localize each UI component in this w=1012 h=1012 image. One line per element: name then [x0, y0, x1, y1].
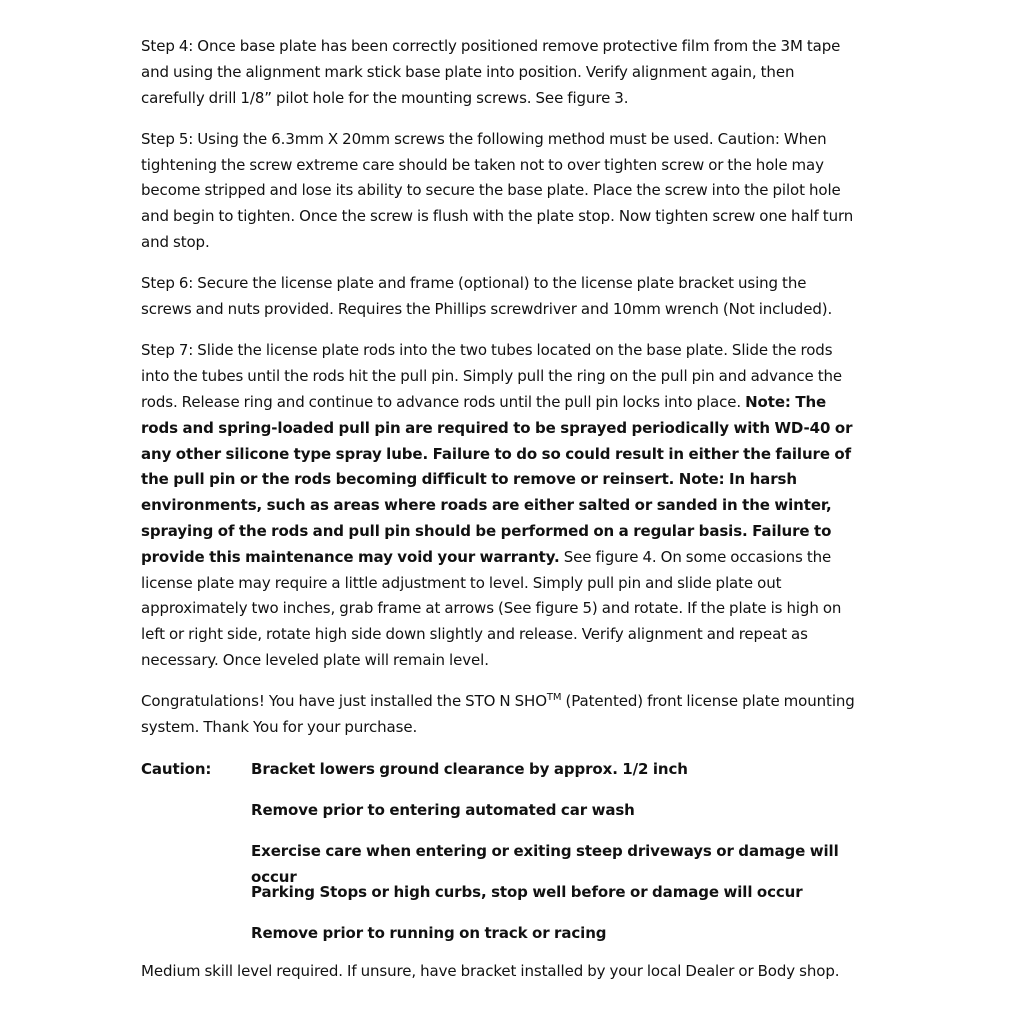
step-6-paragraph: Step 6: Secure the license plate and frame (optional) to the license plate bracket using the screws and nuts provided. Requires the Phillips screwdriver and 10mm wrench (Not included).: [141, 274, 833, 319]
trademark-superscript: TM: [546, 692, 562, 704]
step-7-leveling-text: See figure 4. On some occasions the license plate may require a little adjustment to level. Simply pull pin and slide plate out approximately two inches, grab frame at arrows (See figure 5) and rotate. If the plate is high on left or right side, rotate high side down slightly and release. Verify alignment and repeat as necessary. Once leveled plate will remain level.: [141, 547, 842, 670]
caution-row: [141, 921, 861, 962]
caution-item: Remove prior to entering automated car wash: [251, 800, 635, 819]
congratulations-paragraph: [141, 689, 861, 741]
skill-level-footer: Medium skill level required. If unsure, have bracket installed by your local Dealer or Body shop.: [141, 961, 840, 980]
caution-row: [141, 798, 861, 839]
step-7-paragraph: [141, 338, 861, 673]
caution-list: [141, 757, 861, 962]
congrats-text-after: (Patented) front license plate mounting system. Thank You for your purchase.: [141, 692, 855, 737]
caution-item: Parking Stops or high curbs, stop well before or damage will occur: [251, 882, 803, 901]
caution-row: [141, 880, 861, 921]
caution-row: [141, 757, 861, 798]
document-page: [141, 34, 861, 1000]
caution-label: Caution:: [141, 759, 212, 778]
step-7-maintenance-note: Note: The rods and spring-loaded pull pin are required to be sprayed periodically with WD-40 or any other silicone type spray lube. Failure to do so could result in either the failure of the pull pin or the rods becoming difficult to remove or reinsert. Note: In harsh environments, such as areas where roads are either salted or sanded in the winter, spraying of the rods and pull pin should be performed on a regular basis. Failure to provide this maintenance may void your warranty.: [141, 393, 853, 566]
step-5-paragraph: Step 5: Using the 6.3mm X 20mm screws the following method must be used. Caution: When tightening the screw extreme care should be taken not to over tighten screw or the hole may become stripped and lose its ability to secure the base plate. Place the screw into the pilot hole and begin to tighten. Once the screw is flush with the plate stop. Now tighten screw one half turn and stop.: [141, 129, 854, 252]
caution-item: Remove prior to running on track or racing: [251, 923, 607, 942]
step-7-intro: Step 7: Slide the license plate rods into the two tubes located on the base plate. Slide the rods into the tubes until the rods hit the pull pin. Simply pull the ring on the pull pin and advance the rods. Release ring and continue to advance rods until the pull pin locks into place.: [141, 341, 843, 412]
caution-row: [141, 839, 861, 886]
caution-item: Bracket lowers ground clearance by approx. 1/2 inch: [251, 759, 688, 778]
congrats-text-before: Congratulations! You have just installed the STO N SHO: [141, 692, 547, 711]
caution-item: Exercise care when entering or exiting steep driveways or damage will occur: [251, 841, 839, 886]
step-4-paragraph: Step 4: Once base plate has been correctly positioned remove protective film from the 3M tape and using the alignment mark stick base plate into position. Verify alignment again, then carefully drill 1/8” pilot hole for the mounting screws. See figure 3.: [141, 37, 841, 107]
